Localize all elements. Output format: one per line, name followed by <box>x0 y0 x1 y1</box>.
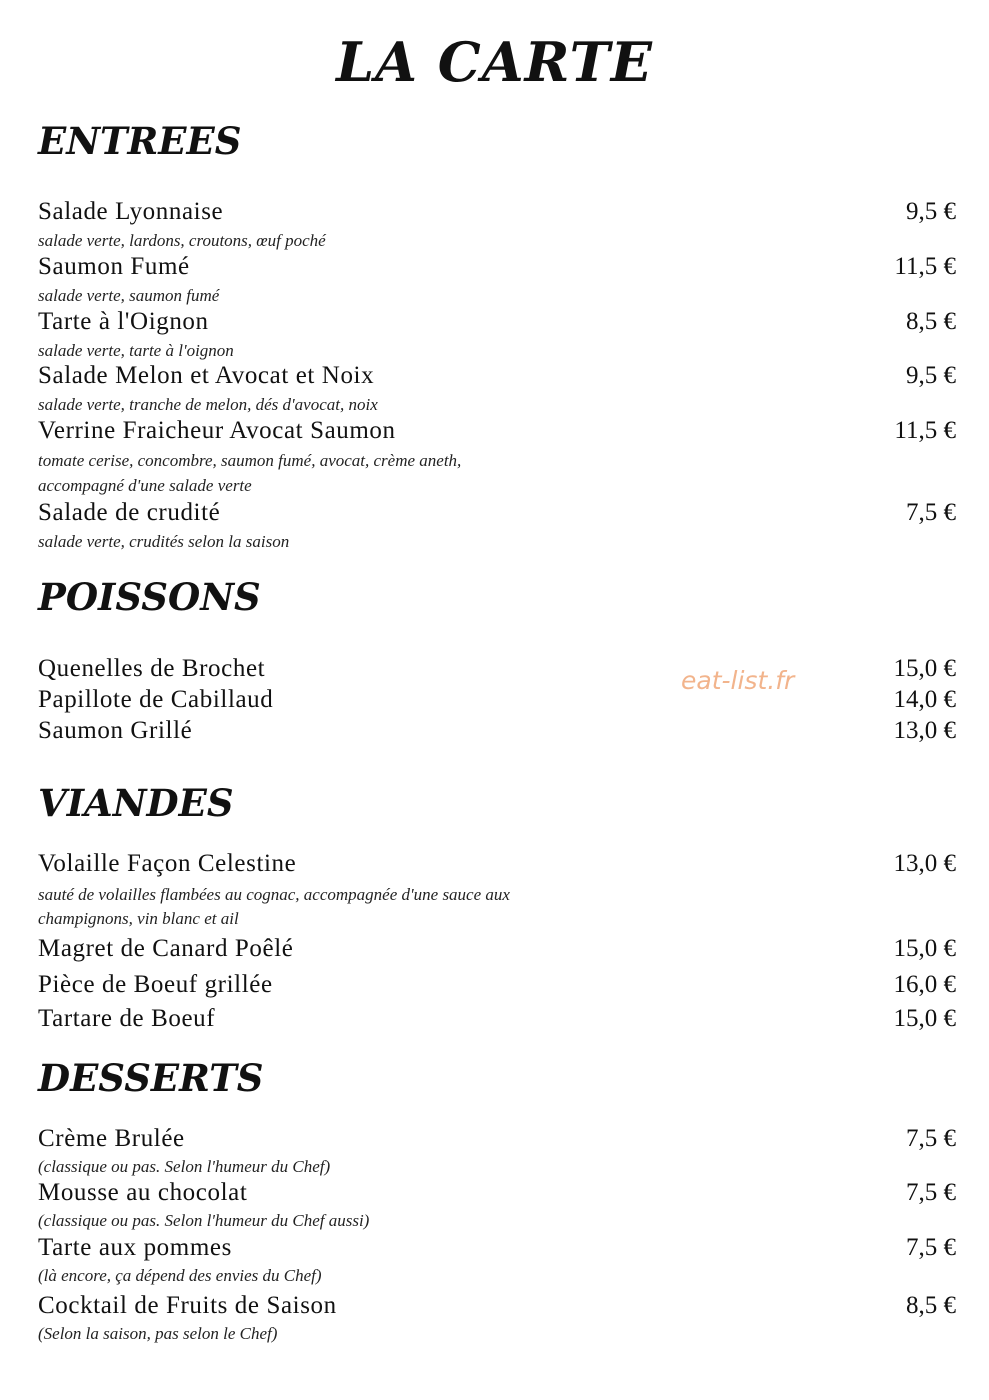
menu-item-name: Volaille Façon Celestine <box>38 850 297 877</box>
menu-item-price: 15,0 € <box>893 655 956 682</box>
menu-item-description: salade verte, tarte à l'oignon <box>38 341 234 360</box>
menu-item-name: Tarte aux pommes <box>38 1234 232 1261</box>
section-title-entrees: ENTREES <box>38 119 242 163</box>
menu-item-name: Papillote de Cabillaud <box>38 686 274 713</box>
menu-item-name: Crème Brulée <box>38 1125 185 1152</box>
menu-item-description: sauté de volailles flambées au cognac, accompagnée d'une sauce aux <box>38 885 510 904</box>
menu-item-price: 11,5 € <box>894 253 956 280</box>
menu-item-description: tomate cerise, concombre, saumon fumé, avocat, crème aneth, <box>38 451 462 470</box>
menu-item-description: salade verte, saumon fumé <box>38 286 220 305</box>
menu-item-price: 7,5 € <box>906 499 956 526</box>
menu-item-description: (classique ou pas. Selon l'humeur du Chef) <box>38 1157 331 1176</box>
menu-item-name: Salade Lyonnaise <box>38 198 224 225</box>
menu-item-price: 15,0 € <box>893 935 956 962</box>
menu-item-price: 11,5 € <box>894 417 956 444</box>
watermark: eat-list.fr <box>681 666 795 695</box>
menu-item-description: salade verte, tranche de melon, dés d'avocat, noix <box>38 395 378 414</box>
menu-item-description: (classique ou pas. Selon l'humeur du Chef aussi) <box>38 1211 370 1230</box>
menu-item-price: 15,0 € <box>893 1005 956 1032</box>
menu-item-price: 7,5 € <box>906 1234 956 1261</box>
menu-item-name: Cocktail de Fruits de Saison <box>38 1292 337 1319</box>
menu-item-description: (là encore, ça dépend des envies du Chef) <box>38 1266 322 1285</box>
menu-item-description: (Selon la saison, pas selon le Chef) <box>38 1324 278 1343</box>
menu-item-name: Pièce de Boeuf grillée <box>38 971 273 998</box>
menu-item-name: Tarte à l'Oignon <box>38 308 209 335</box>
menu-item-description: salade verte, crudités selon la saison <box>38 532 290 551</box>
menu-item-name: Saumon Fumé <box>38 253 190 280</box>
menu-item-price: 13,0 € <box>893 850 956 877</box>
menu-item-name: Verrine Fraicheur Avocat Saumon <box>38 417 396 444</box>
menu-item-name: Saumon Grillé <box>38 717 193 744</box>
section-title-desserts: DESSERTS <box>38 1056 264 1100</box>
menu-item-name: Salade Melon et Avocat et Noix <box>38 362 375 389</box>
menu-item-price: 16,0 € <box>893 971 956 998</box>
menu-item-price: 7,5 € <box>906 1125 956 1152</box>
section-title-poissons: POISSONS <box>38 575 261 619</box>
menu-item-price: 7,5 € <box>906 1179 956 1206</box>
menu-item-description: salade verte, lardons, croutons, œuf poché <box>38 231 326 250</box>
menu-item-price: 8,5 € <box>906 308 956 335</box>
menu-item-price: 9,5 € <box>906 362 956 389</box>
section-title-viandes: VIANDES <box>38 781 234 825</box>
menu-item-price: 14,0 € <box>893 686 956 713</box>
menu-item-name: Salade de crudité <box>38 499 221 526</box>
menu-item-price: 13,0 € <box>893 717 956 744</box>
menu-item-description: accompagné d'une salade verte <box>38 476 252 495</box>
menu-item-name: Mousse au chocolat <box>38 1179 248 1206</box>
menu-item-description: champignons, vin blanc et ail <box>38 909 239 928</box>
page-title: LA CARTE <box>336 30 653 94</box>
menu-item-name: Quenelles de Brochet <box>38 655 266 682</box>
menu-item-price: 9,5 € <box>906 198 956 225</box>
menu-item-name: Magret de Canard Poêlé <box>38 935 294 962</box>
menu-item-name: Tartare de Boeuf <box>38 1005 216 1032</box>
menu-item-price: 8,5 € <box>906 1292 956 1319</box>
